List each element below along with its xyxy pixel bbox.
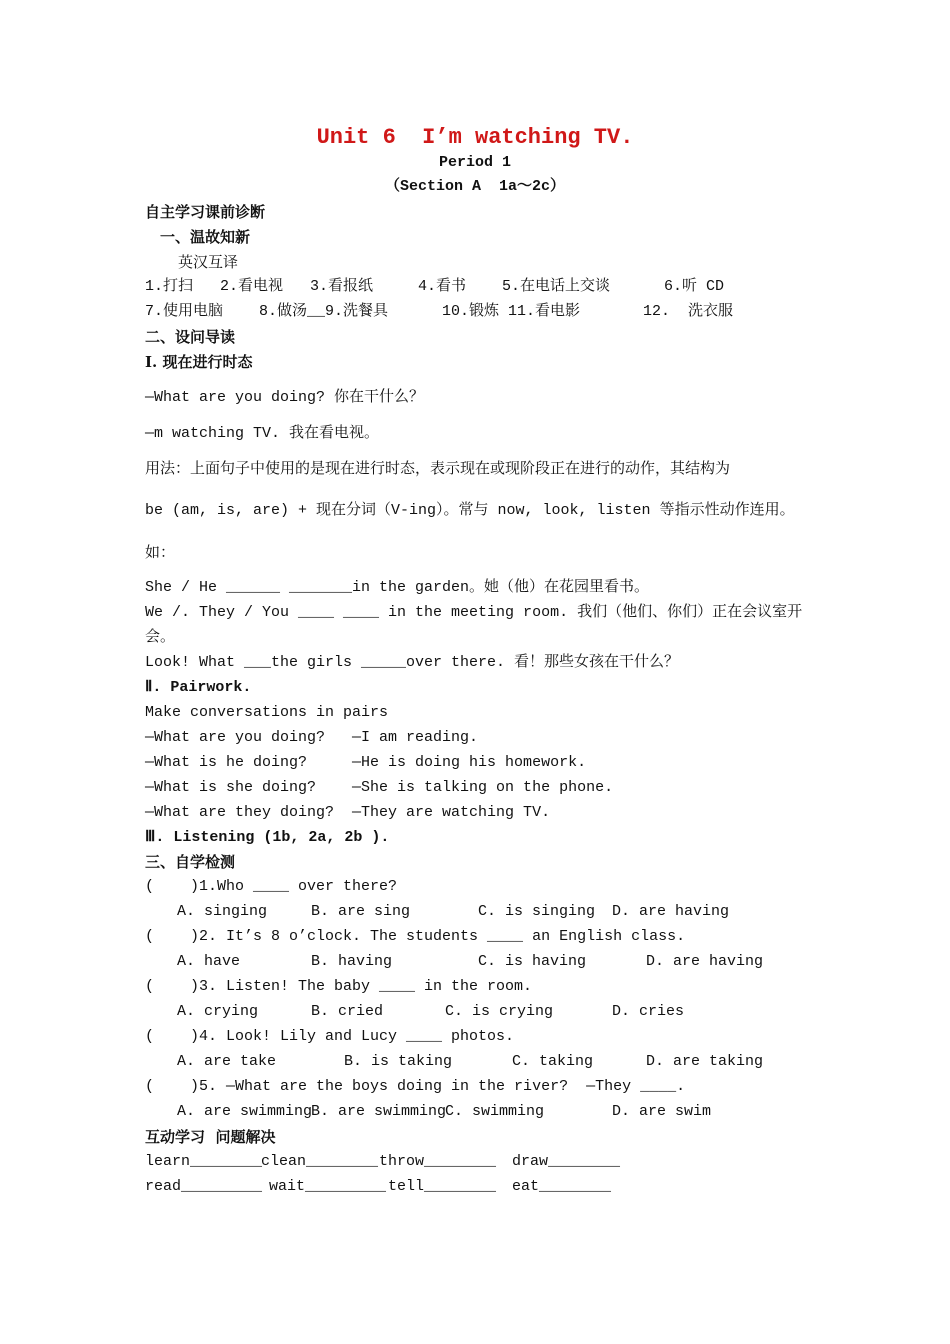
part1-heading: 一、温故知新	[160, 228, 251, 246]
vocab-line-1: 1.打扫 2.看电视 3.看报纸 4.看书 5.在电话上交谈 6.听 CD	[145, 278, 725, 295]
unit-title: Unit 6 I’m watching TV.	[316, 125, 634, 150]
vocab-line-2: 7.使用电脑 8.做汤__9.洗餐具 10.锻炼 11.看电影 12. 洗衣服	[145, 303, 734, 320]
question-stem: ( )4. Look! Lily and Lucy ____ photos.	[145, 1028, 515, 1045]
section-label: （Section A 1a～2c）	[384, 178, 566, 195]
pairwork-heading: Ⅱ. Pairwork.	[145, 679, 252, 696]
word-blank: learn________	[145, 1153, 263, 1170]
listening-heading: Ⅲ. Listening (1b, 2a, 2b ).	[145, 829, 390, 846]
dialogue-line: —What is she doing? —She is talking on the phone.	[145, 779, 614, 796]
question-stem: ( )5. —What are the boys doing in the river? —They ____.	[145, 1078, 686, 1095]
word-blank: clean________	[261, 1153, 379, 1170]
example-question: —What are you doing? 你在干什么？	[145, 389, 425, 406]
pairwork-intro: Make conversations in pairs	[145, 704, 389, 721]
answer-option: B. is taking	[344, 1053, 453, 1070]
question-stem: ( )1.Who ____ over there?	[145, 878, 398, 895]
dialogue-line: —What is he doing? —He is doing his homework.	[145, 754, 587, 771]
answer-option: A. crying	[177, 1003, 259, 1020]
answer-option: D. are swim	[612, 1103, 712, 1120]
pre-study-heading: 自主学习课前诊断	[145, 203, 266, 221]
fill-example-2-cont: 会。	[145, 629, 176, 646]
answer-option: C. is singing	[478, 903, 596, 920]
word-blank: tell________	[388, 1178, 497, 1195]
word-blank: draw________	[512, 1153, 621, 1170]
dialogue-line: —What are you doing? —I am reading.	[145, 729, 479, 746]
answer-option: D. cries	[612, 1003, 685, 1020]
answer-option: D. are having	[646, 953, 764, 970]
word-blank: throw________	[379, 1153, 497, 1170]
word-blank: wait_________	[269, 1178, 387, 1195]
word-blank: eat________	[512, 1178, 612, 1195]
answer-option: B. cried	[311, 1003, 384, 1020]
self-test-heading: 三、自学检测	[145, 853, 236, 871]
answer-option: A. are swimming	[177, 1103, 313, 1120]
answer-option: C. is having	[478, 953, 587, 970]
fill-example-3: Look! What ___the girls _____over there. 看！那些女孩在干什么？	[145, 654, 680, 671]
answer-option: A. have	[177, 953, 241, 970]
answer-option: A. are take	[177, 1053, 277, 1070]
guide-heading: 二、设问导读	[145, 328, 236, 346]
word-blank: read_________	[145, 1178, 263, 1195]
question-stem: ( )2. It’s 8 o’clock. The students ____ an English class.	[145, 928, 686, 945]
usage-line-1: 用法：上面句子中使用的是现在进行时态，表示现在或现阶段正在进行的动作，其结构为	[145, 461, 731, 478]
usage-line-2: be (am, is, are) + 现在分词（V-ing）。常与 now, look, listen 等指示性动作连用。	[145, 502, 795, 519]
answer-option: A. singing	[177, 903, 268, 920]
example-answer: —m watching TV. 我在看电视。	[145, 425, 380, 442]
answer-option: D. are having	[612, 903, 730, 920]
tense-heading: Ⅰ. 现在进行时态	[145, 353, 253, 371]
part1-subheading: 英汉互译	[178, 253, 239, 271]
dialogue-line: —What are they doing? —They are watching TV.	[145, 804, 551, 821]
example-label: 如：	[145, 543, 176, 561]
interactive-heading: 互动学习 问题解决	[145, 1128, 276, 1146]
period-label: Period 1	[438, 154, 511, 171]
answer-option: B. having	[311, 953, 393, 970]
fill-example-2: We /. They / You ____ ____ in the meeting room. 我们（他们、你们）正在会议室开	[145, 604, 803, 621]
answer-option: B. are sing	[311, 903, 411, 920]
answer-option: D. are taking	[646, 1053, 764, 1070]
question-stem: ( )3. Listen! The baby ____ in the room.	[145, 978, 533, 995]
fill-example-1: She / He ______ _______in the garden。她（他）在花园里看书。	[145, 579, 650, 596]
answer-option: C. taking	[512, 1053, 594, 1070]
answer-option: B. are swimming	[311, 1103, 447, 1120]
answer-option: C. swimming	[445, 1103, 545, 1120]
answer-option: C. is crying	[445, 1003, 554, 1020]
